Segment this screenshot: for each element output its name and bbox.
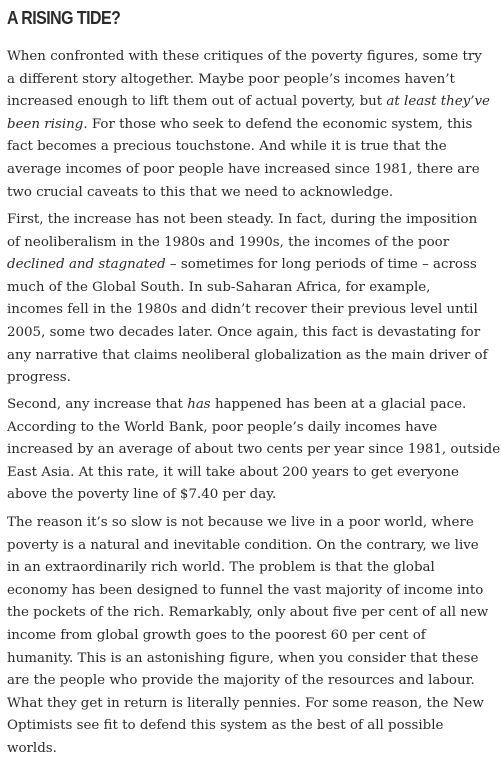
text-run: above the poverty line of $7.40 per day. xyxy=(7,487,277,503)
text-run: . For those who seek to defend the economic system, this xyxy=(83,116,473,132)
text-line xyxy=(7,602,497,625)
emphasis-run: declined and stagnated xyxy=(7,257,166,273)
paragraph-1 xyxy=(7,46,497,204)
text-run: Second, any increase that xyxy=(7,397,188,412)
text-line xyxy=(7,648,497,671)
text-line xyxy=(7,625,497,648)
text-line xyxy=(7,254,497,277)
paragraph-4 xyxy=(7,512,497,761)
text-line xyxy=(7,114,497,137)
text-run: 2005, some two decades later. Once again, this fact is devastating for xyxy=(7,324,481,340)
text-line xyxy=(7,462,497,485)
text-run: humanity. This is an astonishing figure, when you consider that these xyxy=(7,650,479,666)
text-line xyxy=(7,715,497,738)
text-line xyxy=(7,345,497,368)
paragraph-3 xyxy=(7,394,501,507)
text-run: in an extraordinarily rich world. The problem is that the global xyxy=(7,560,435,576)
text-run: two crucial caveats to this that we need to acknowledge. xyxy=(7,184,394,200)
text-line xyxy=(7,182,497,205)
text-run: increased by an average of about two cents per year since 1981, outside xyxy=(7,442,501,458)
text-line xyxy=(7,209,497,232)
text-run: fact becomes a precious touchstone. And while it is true that the xyxy=(7,139,447,155)
text-run: the pockets of the rich. Remarkably, only about five per cent of all new xyxy=(7,605,489,621)
text-run: progress. xyxy=(7,370,71,386)
emphasis-run: has xyxy=(187,397,211,412)
text-run: of neoliberalism in the 1980s and 1990s, the incomes of the poor xyxy=(7,234,450,250)
text-line xyxy=(7,417,497,440)
text-run: According to the World Bank, poor people’s daily incomes have xyxy=(7,419,438,435)
text-run: happened has been at a glacial pace. xyxy=(210,397,467,412)
text-line xyxy=(7,580,497,603)
section-heading: A RISING TIDE? xyxy=(7,7,121,28)
text-run: much of the Global South. In sub-Saharan Africa, for example, xyxy=(7,279,431,295)
text-run: poverty is a natural and inevitable condition. On the contrary, we live xyxy=(7,537,479,553)
text-line xyxy=(7,136,497,159)
text-line xyxy=(7,484,497,507)
text-line xyxy=(7,159,497,182)
text-line xyxy=(7,91,497,114)
emphasis-run: been rising xyxy=(7,116,84,132)
text-line xyxy=(7,738,497,761)
text-line xyxy=(7,232,497,255)
text-line xyxy=(7,670,497,693)
text-line xyxy=(7,69,497,92)
text-line xyxy=(7,367,497,390)
text-run: Optimists see fit to defend this system as the best of all possible xyxy=(7,718,444,734)
text-run: When confronted with these critiques of the poverty figures, some try xyxy=(7,49,482,64)
text-line xyxy=(7,394,497,417)
text-run: East Asia. At this rate, it will take about 200 years to get everyone xyxy=(7,464,459,480)
text-run: What they get in return is literally pennies. For some reason, the New xyxy=(7,695,484,711)
text-line xyxy=(7,512,497,535)
text-run: incomes fell in the 1980s and didn’t recover their previous level until xyxy=(7,302,478,318)
text-run: a different story altogether. Maybe poor people’s incomes haven’t xyxy=(7,71,455,87)
text-run: – sometimes for long periods of time – across xyxy=(165,257,477,273)
text-run: average incomes of poor people have increased since 1981, there are xyxy=(7,161,480,177)
text-line xyxy=(7,535,497,558)
emphasis-run: at least they’ve xyxy=(386,94,490,110)
text-line xyxy=(7,693,497,716)
text-run: worlds. xyxy=(7,740,57,756)
text-line xyxy=(7,277,497,300)
text-line xyxy=(7,299,497,322)
paragraph-2 xyxy=(7,209,497,390)
text-run: increased enough to lift them out of actual poverty, but xyxy=(7,94,387,110)
text-line xyxy=(7,557,497,580)
text-run: First, the increase has not been steady. In fact, during the imposition xyxy=(7,212,478,227)
text-run: economy has been designed to funnel the vast majority of income into xyxy=(7,582,484,598)
text-run: The reason it’s so slow is not because we live in a poor world, where xyxy=(7,515,474,530)
text-run: are the people who provide the majority of the resources and labour. xyxy=(7,673,475,689)
text-line xyxy=(7,46,497,69)
text-line xyxy=(7,439,501,462)
text-run: income from global growth goes to the poorest 60 per cent of xyxy=(7,627,426,643)
text-run: any narrative that claims neoliberal globalization as the main driver of xyxy=(7,347,488,363)
text-line xyxy=(7,322,497,345)
